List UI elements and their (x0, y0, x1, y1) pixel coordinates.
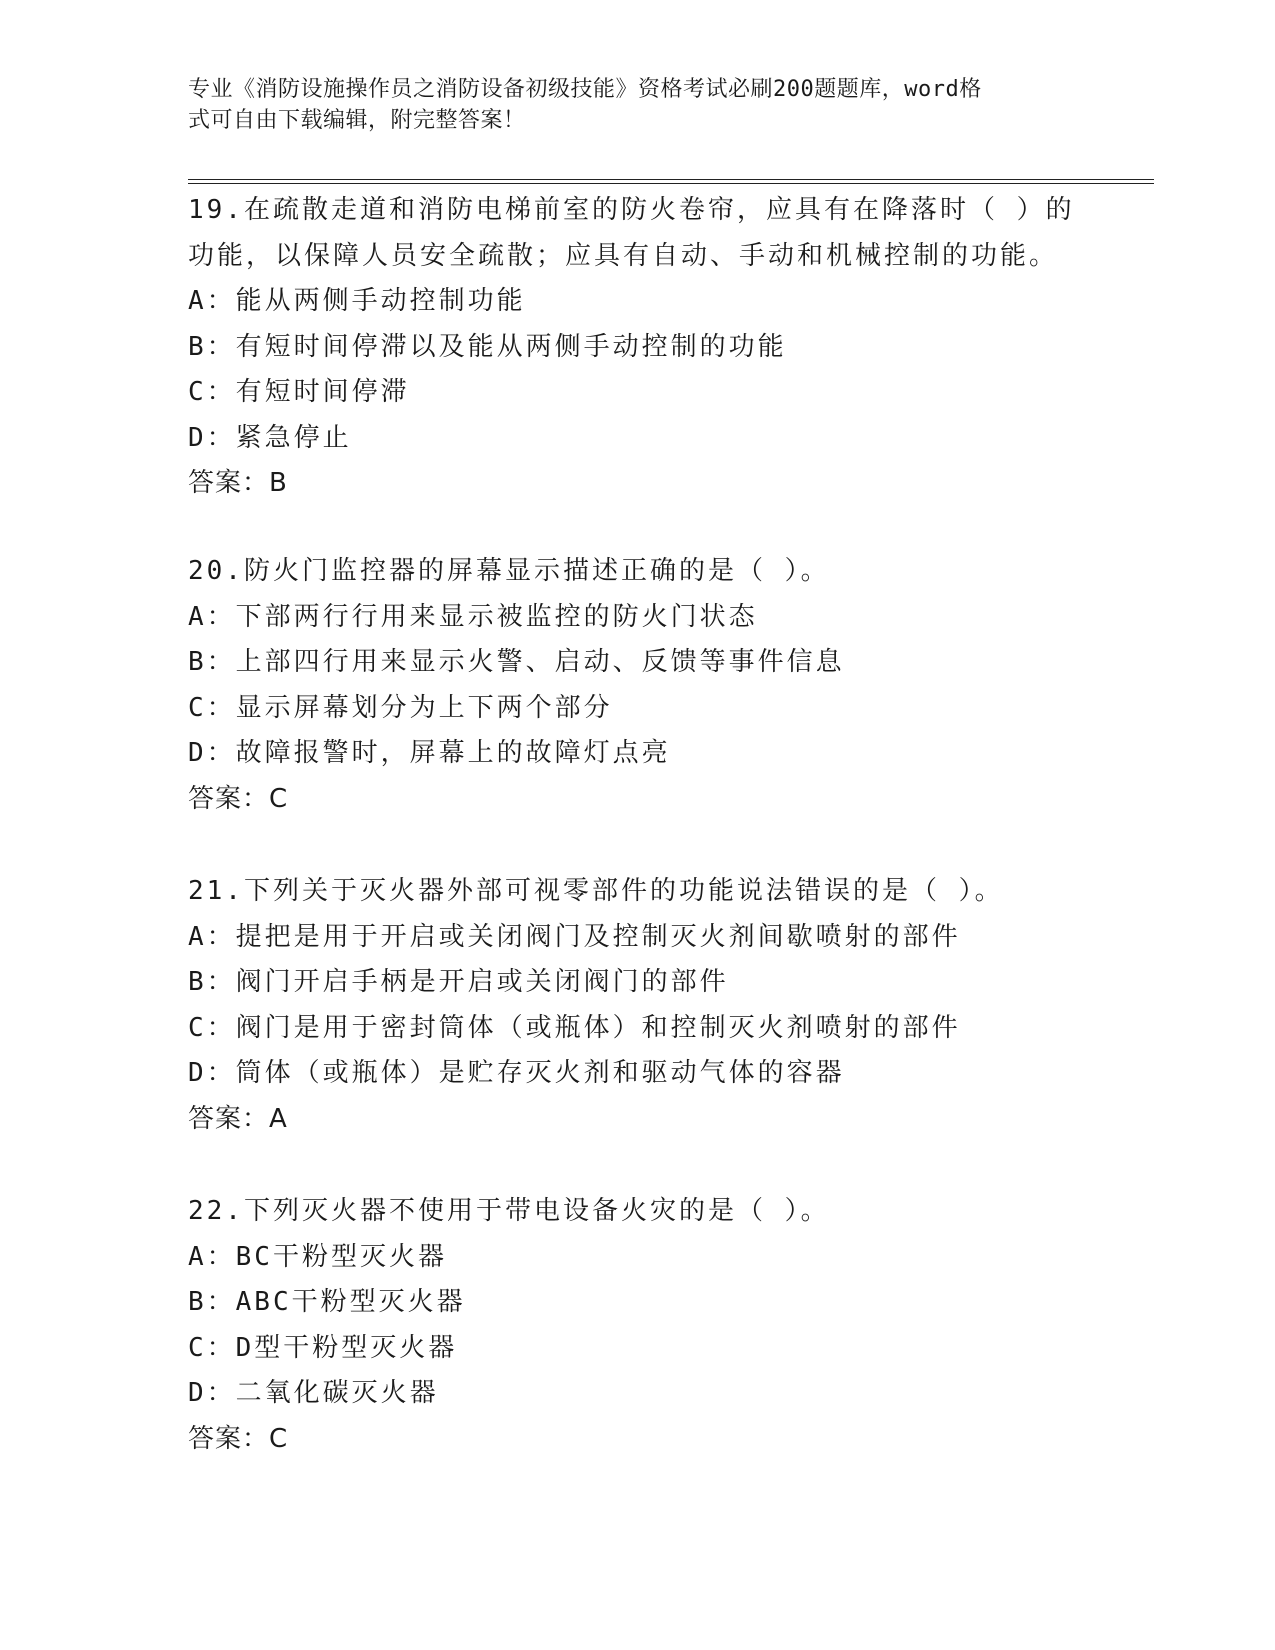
option-b: B：上部四行用来显示火警、启动、反馈等事件信息 (188, 647, 845, 677)
document-header (188, 74, 1068, 136)
option-d: D：二氧化碳灭火器 (188, 1378, 439, 1408)
option-b: B：阀门开启手柄是开启或关闭阀门的部件 (188, 967, 729, 997)
option-a: A：提把是用于开启或关闭阀门及控制灭火剂间歇喷射的部件 (188, 921, 961, 952)
option-c: C：D型干粉型灭火器 (188, 1332, 458, 1363)
question-stem-line: 21.下列关于灭火器外部可视零部件的功能说法错误的是（ ）。 (188, 876, 1004, 906)
option-b: B：ABC干粉型灭火器 (188, 1287, 466, 1317)
option-a: A：下部两行行用来显示被监控的防火门状态 (188, 601, 758, 632)
option-c: C：阀门是用于密封筒体（或瓶体）和控制灭火剂喷射的部件 (188, 1012, 961, 1043)
question-22 (188, 1189, 1088, 1462)
question-stem-line: 20.防火门监控器的屏幕显示描述正确的是（ ）。 (188, 556, 830, 586)
header-line-1: 专业《消防设施操作员之消防设备初级技能》资格考试必刷200题题库，word格 (188, 77, 982, 102)
answer-line: 答案：B (188, 468, 288, 498)
header-divider-top (188, 179, 1154, 180)
answer-line: 答案：A (188, 1103, 288, 1134)
answer-line: 答案：C (188, 1423, 289, 1454)
question-19 (188, 188, 1088, 507)
option-c: C：显示屏幕划分为上下两个部分 (188, 692, 613, 723)
question-stem-line: 19.在疏散走道和消防电梯前室的防火卷帘，应具有在降落时（ ）的 (188, 195, 1075, 225)
option-c: C：有短时间停滞 (188, 377, 410, 407)
option-a: A：BC干粉型灭火器 (188, 1241, 447, 1272)
question-stem-line: 功能，以保障人员安全疏散；应具有自动、手动和机械控制的功能。 (188, 240, 1059, 271)
option-d: D：紧急停止 (188, 422, 352, 453)
option-d: D：筒体（或瓶体）是贮存灭火剂和驱动气体的容器 (188, 1058, 845, 1088)
header-divider-bottom (188, 183, 1154, 184)
option-d: D：故障报警时，屏幕上的故障灯点亮 (188, 738, 671, 768)
question-21 (188, 869, 1088, 1142)
question-20 (188, 549, 1088, 822)
option-a: A：能从两侧手动控制功能 (188, 286, 526, 316)
question-stem-line: 22.下列灭火器不使用于带电设备火灾的是（ ）。 (188, 1196, 830, 1226)
header-line-2: 式可自由下载编辑，附完整答案！ (188, 108, 526, 133)
option-b: B：有短时间停滞以及能从两侧手动控制的功能 (188, 331, 787, 362)
answer-line: 答案：C (188, 783, 289, 814)
